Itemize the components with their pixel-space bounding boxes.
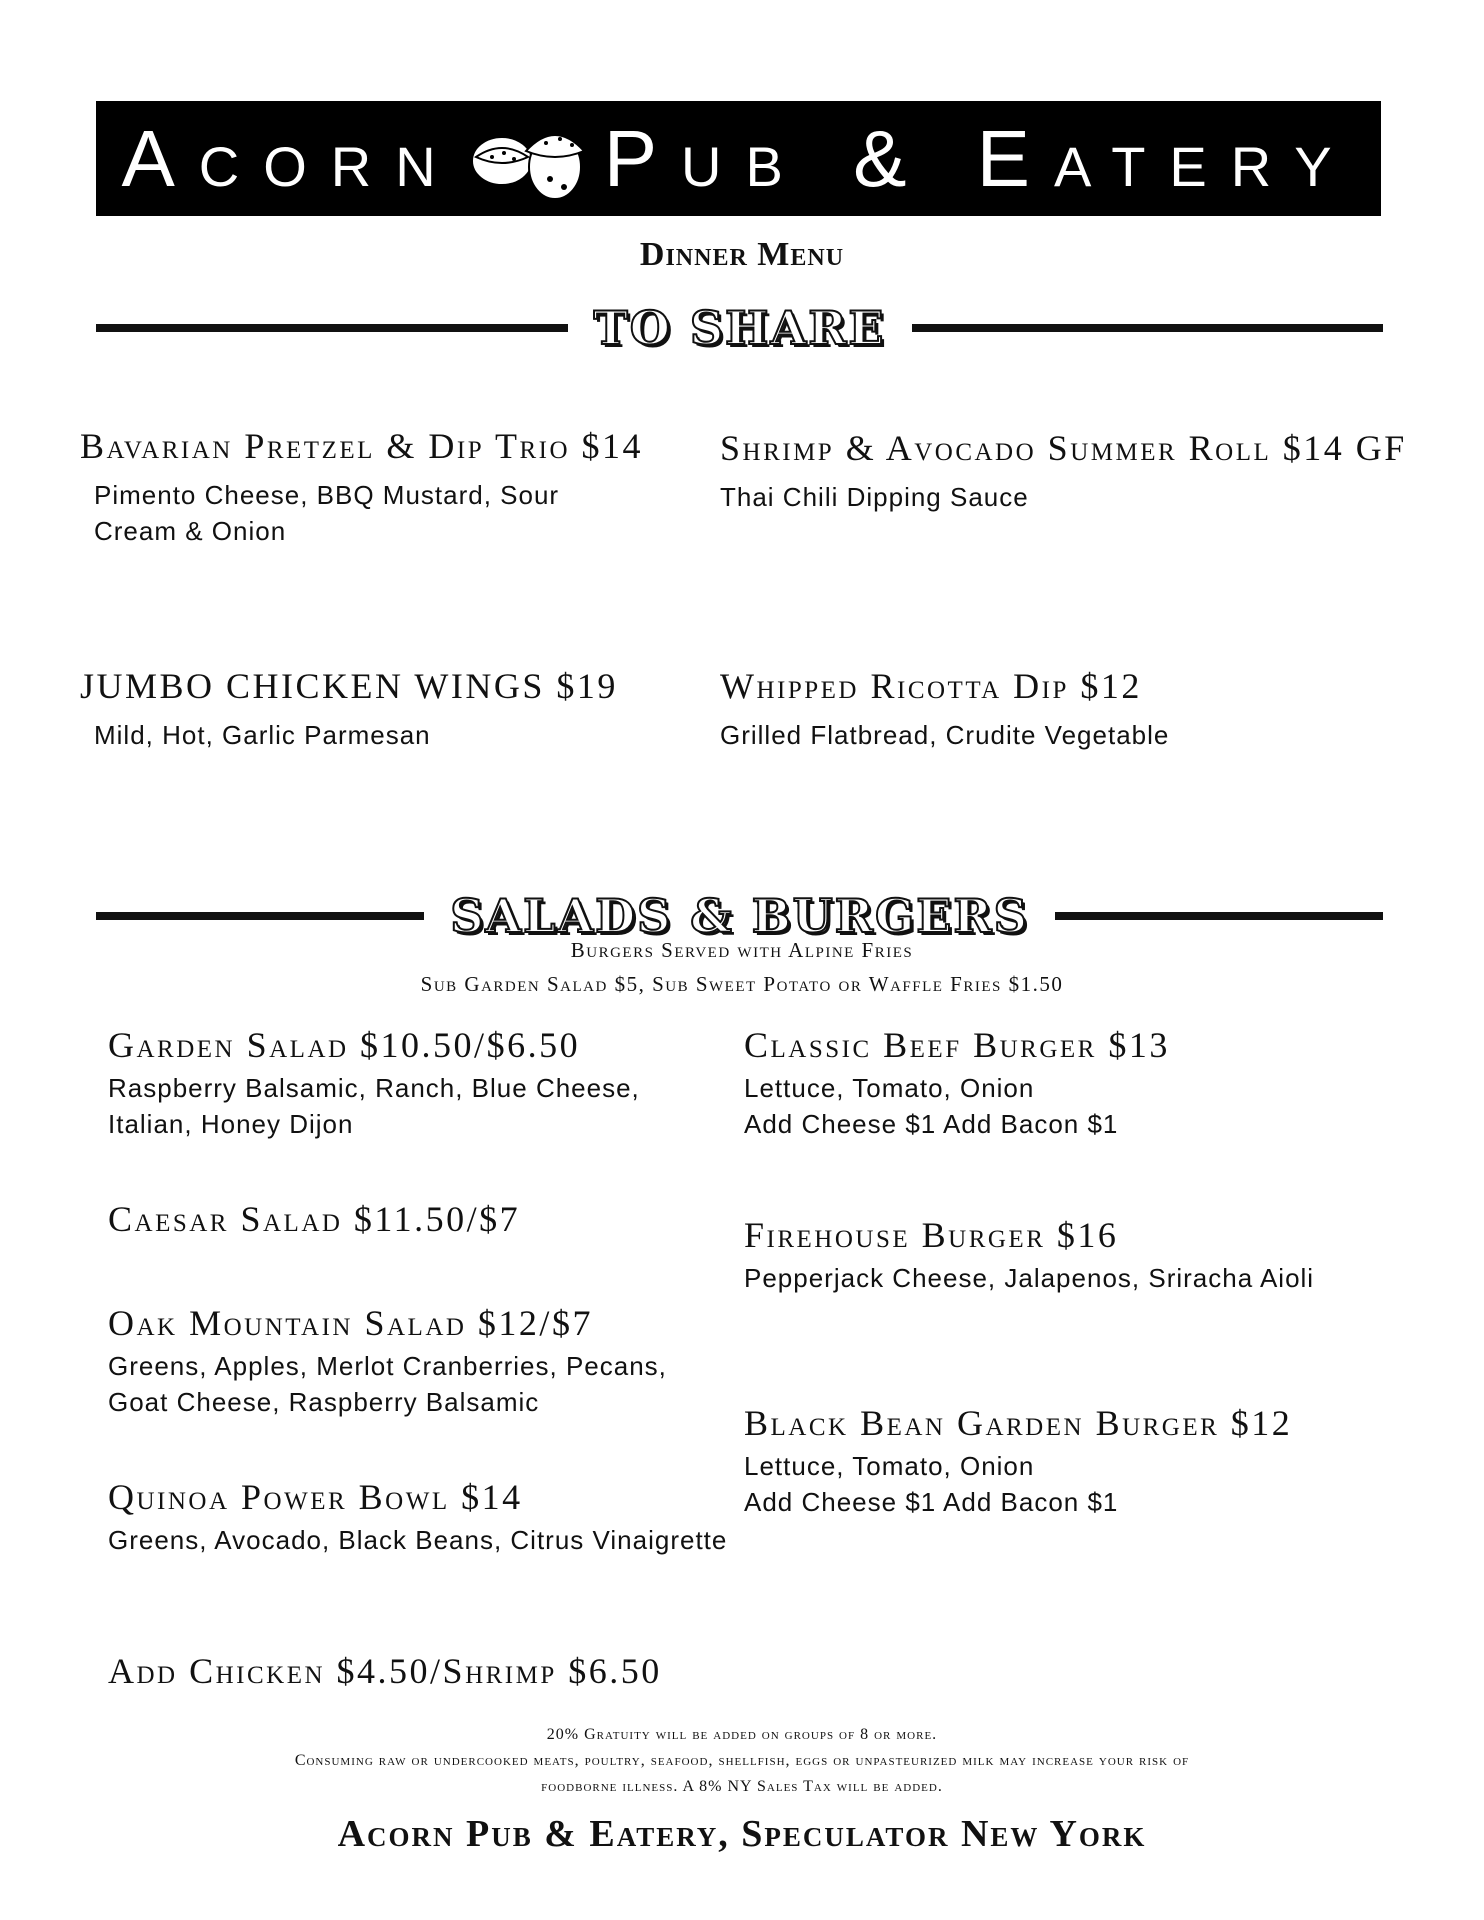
menu-item-quinoa-bowl — [108, 1476, 728, 1559]
item-name: Quinoa Power Bowl $14 — [108, 1477, 523, 1517]
item-description: Pimento Cheese, BBQ Mustard, Sour Cream & Onion — [94, 480, 560, 546]
item-name: Oak Mountain Salad $12/$7 — [108, 1303, 593, 1343]
section-header-salads-burgers — [96, 888, 1383, 944]
divider-rule — [96, 324, 568, 332]
item-name: Whipped Ricotta Dip $12 — [720, 666, 1142, 706]
section-title-salads-burgers: SALADS & BURGERS — [450, 889, 1029, 943]
acorn-icon — [460, 109, 600, 209]
item-addon: Add Cheese $1 Add Bacon $1 — [744, 1486, 1119, 1517]
menu-item-add-protein — [108, 1650, 768, 1693]
tax-notice: foodborne illness. A 8% NY Sales Tax will be added. — [541, 1778, 943, 1795]
item-name: Shrimp & Avocado Summer Roll $14 GF — [720, 428, 1407, 468]
menu-item-ricotta-dip — [720, 665, 1420, 754]
divider-rule — [96, 912, 424, 920]
menu-item-wings — [80, 665, 680, 754]
menu-item-classic-burger — [744, 1024, 1444, 1142]
menu-item-summer-roll — [720, 427, 1460, 516]
item-name: Caesar Salad $11.50/$7 — [108, 1199, 521, 1239]
item-description: Thai Chili Dipping Sauce — [720, 482, 1029, 513]
menu-item-caesar-salad — [108, 1198, 728, 1241]
sides-note: Sub Garden Salad $5, Sub Sweet Potato or Waffle Fries $1.50 — [420, 972, 1064, 996]
item-name: Classic Beef Burger $13 — [744, 1025, 1170, 1065]
gratuity-notice: 20% Gratuity will be added on groups of 8 or more. — [546, 1726, 938, 1743]
burger-note: Burgers Served with Alpine Fries — [570, 938, 914, 962]
item-description: Lettuce, Tomato, Onion — [744, 1451, 1035, 1482]
item-name: JUMBO CHICKEN WINGS $19 — [80, 666, 618, 706]
banner-word-acorn: Acorn — [121, 113, 460, 203]
menu-item-firehouse-burger — [744, 1214, 1464, 1297]
section-header-to-share — [96, 300, 1383, 356]
consumption-warning: Consuming raw or undercooked meats, poultry, seafood, shellfish, eggs or unpasteurized milk may increase your risk of — [294, 1752, 1190, 1769]
item-description: Greens, Apples, Merlot Cranberries, Pecans, Goat Cheese, Raspberry Balsamic — [108, 1351, 667, 1417]
item-addon: Add Cheese $1 Add Bacon $1 — [744, 1108, 1119, 1139]
menu-item-garden-salad — [108, 1024, 728, 1142]
item-description: Raspberry Balsamic, Ranch, Blue Cheese, Italian, Honey Dijon — [108, 1073, 640, 1139]
menu-item-oak-mountain-salad — [108, 1302, 728, 1420]
footer-restaurant-location: Acorn Pub & Eatery, Speculator New York — [337, 1813, 1147, 1855]
menu-item-black-bean-burger — [744, 1402, 1464, 1520]
item-description: Grilled Flatbread, Crudite Vegetable — [720, 720, 1170, 751]
item-description: Pepperjack Cheese, Jalapenos, Sriracha Aioli — [744, 1263, 1315, 1294]
item-description: Greens, Avocado, Black Beans, Citrus Vinaigrette — [108, 1525, 728, 1556]
item-name: Bavarian Pretzel & Dip Trio $14 — [80, 426, 644, 466]
divider-rule — [912, 324, 1384, 332]
item-description: Lettuce, Tomato, Onion — [744, 1073, 1035, 1104]
item-name: Garden Salad $10.50/$6.50 — [108, 1025, 581, 1065]
menu-subtitle: Dinner Menu — [639, 236, 845, 273]
divider-rule — [1055, 912, 1383, 920]
menu-item-pretzel — [80, 425, 644, 549]
item-description: Mild, Hot, Garlic Parmesan — [94, 720, 431, 751]
banner-word-pub-eatery: Pub & Eatery — [603, 113, 1356, 203]
item-name: Firehouse Burger $16 — [744, 1215, 1119, 1255]
item-name: Black Bean Garden Burger $12 — [744, 1403, 1293, 1443]
section-title-to-share: TO SHARE — [593, 301, 886, 355]
item-name: Add Chicken $4.50/Shrimp $6.50 — [108, 1651, 662, 1691]
title-banner — [96, 101, 1381, 216]
